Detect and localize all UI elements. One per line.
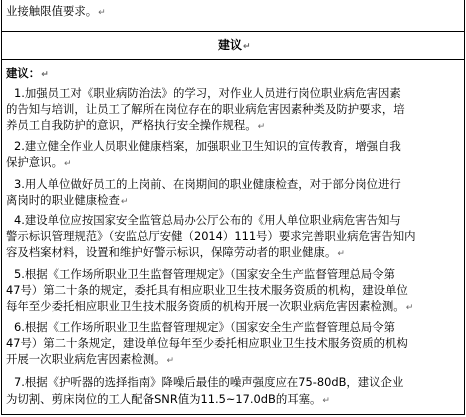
item-4-line-2: [6, 229, 416, 243]
intro-text-line: [6, 4, 106, 20]
item-2-line-1: [14, 139, 401, 153]
paragraph-mark: ↵: [63, 159, 72, 169]
item-6-text: 开展一次职业病危害因素检测。: [6, 352, 166, 366]
item-2-line-2: [6, 155, 72, 171]
item-4-text: 4.建设单位应按国家安全监管总局办公厅公布的《用人单位职业病危害告知与: [14, 213, 401, 227]
item-6-line-1: [14, 320, 395, 334]
item-6-line-3: [6, 352, 174, 368]
table-header: [218, 38, 251, 54]
item-5-line-1: [14, 267, 395, 281]
item-2-text: 保护意识。: [6, 155, 63, 169]
item-5-line-3: [6, 299, 413, 315]
item-7-text: 7.根据《护听器的选择指南》降噪后最佳的噪声强度应在75-80dB，建议企业: [14, 375, 404, 389]
item-3-line-2: [6, 193, 128, 209]
item-3-text: 离岗时的职业健康检查: [6, 193, 120, 207]
paragraph-mark: ↵: [98, 8, 106, 18]
intro-text: 业接触限值要求。: [6, 4, 98, 18]
item-6-text: 47号）第二十条规定，建设单位每年至少委托相应职业卫生技术服务资质的机构: [6, 336, 408, 350]
item-5-text: 47号）第二十条的规定，委托具有相应职业卫生技术服务资质的机构，建设单位: [6, 283, 408, 297]
item-6-text: 6.根据《工作场所职业卫生监督管理规定》（国家安全生产监督管理总局令第: [14, 320, 396, 334]
item-4-line-3: [6, 245, 345, 261]
item-5-text: 5.根据《工作场所职业卫生监督管理规定》（国家安全生产监督管理总局令第: [14, 267, 396, 281]
item-6-line-2: [6, 336, 408, 350]
paragraph-mark: ↵: [337, 249, 345, 259]
item-5-text: 每年至少委托相应职业卫生技术服务资质的机构开展一次职业病危害因素检测。: [6, 299, 405, 313]
paragraph-mark: ↵: [322, 396, 330, 406]
paragraph-mark: ↵: [405, 303, 414, 313]
section-label-text: 建议：: [6, 66, 41, 80]
item-2-text: 2.建立健全作业人员职业健康档案，加强职业卫生知识的宣传教育，增强自我: [14, 139, 401, 153]
item-4-text: 警示标识管理规范》（安监总厅安健（2014）111号）要求完善职业病危害告知内: [6, 229, 416, 243]
paragraph-mark: ↵: [120, 197, 129, 207]
paragraph-mark: ↵: [243, 42, 251, 52]
item-4-text: 容及档案材料，设置和维护好警示标识，保障劳动者的职业健康。: [6, 245, 337, 259]
header-bottom-border: [1, 59, 464, 60]
item-4-line-1: [14, 213, 401, 227]
item-3-line-1: [14, 177, 401, 191]
table-left-border: [1, 0, 2, 415]
item-3-text: 3.用人单位做好员工的上岗前、在岗期间的职业健康检查，对于部分岗位进行: [14, 177, 401, 191]
item-7-line-2: [6, 392, 330, 408]
item-5-line-2: [6, 283, 408, 297]
item-1-text: 的告知与培训，让员工了解所在岗位存在的职业病危害因素种类及防护要求，培: [6, 102, 405, 116]
item-1-line-1: [14, 86, 401, 100]
item-1-text: 1.加强员工对《职业病防治法》的学习，对作业人员进行岗位职业病危害因素: [14, 86, 401, 100]
paragraph-mark: ↵: [166, 356, 175, 366]
item-1-line-3: [6, 118, 265, 134]
table-bottom-border: [1, 414, 464, 415]
item-1-line-2: [6, 102, 405, 116]
section-label: [6, 66, 49, 82]
table-right-border: [464, 0, 465, 415]
header-title: 建议: [218, 38, 243, 52]
table-top-border: [1, 31, 464, 32]
item-7-line-1: [14, 375, 403, 389]
item-7-text: 为切割、剪床岗位的工人配备SNR值为11.5~17.0dB的耳塞。: [6, 392, 322, 406]
paragraph-mark: ↵: [41, 70, 49, 80]
paragraph-mark: ↵: [257, 122, 266, 132]
item-1-text: 养员工自我防护的意识，严格执行安全操作规程。: [6, 118, 257, 132]
